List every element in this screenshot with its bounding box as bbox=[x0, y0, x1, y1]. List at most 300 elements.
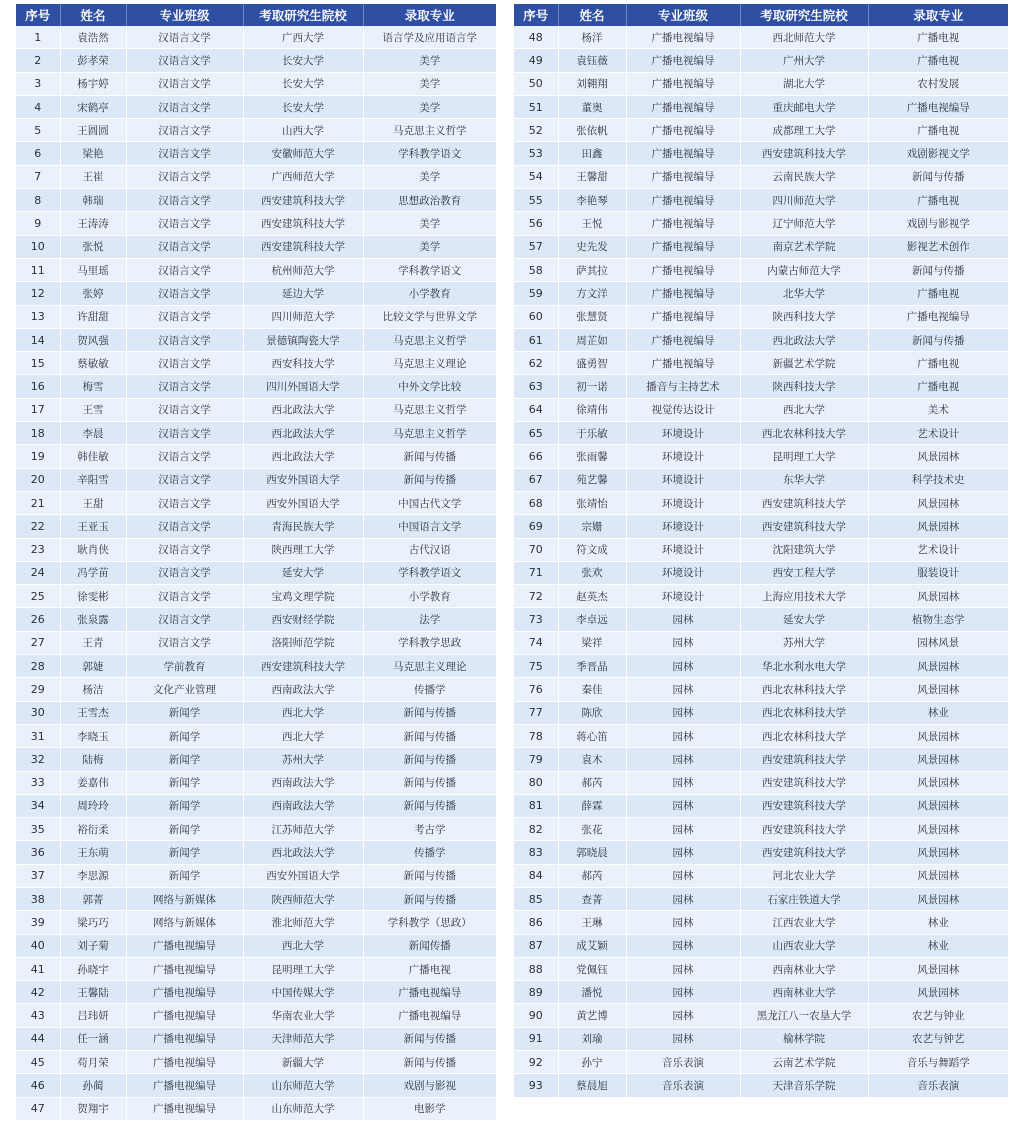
table-row bbox=[16, 189, 496, 212]
cell-class: 园林 bbox=[626, 771, 740, 794]
cell-class: 新闻学 bbox=[126, 748, 243, 771]
table-row bbox=[514, 771, 1008, 794]
cell-index: 62 bbox=[514, 352, 558, 375]
cell-major: 影视艺术创作 bbox=[868, 235, 1008, 258]
cell-name: 潘悦 bbox=[558, 981, 626, 1004]
cell-index: 50 bbox=[514, 72, 558, 95]
header-class: 专业班级 bbox=[626, 4, 740, 26]
table-row bbox=[16, 887, 496, 910]
cell-major: 中国古代文学 bbox=[363, 491, 496, 514]
cell-name: 蔡敏敏 bbox=[60, 352, 126, 375]
cell-major: 电影学 bbox=[363, 1097, 496, 1120]
cell-major: 中外文学比较 bbox=[363, 375, 496, 398]
cell-university: 西安建筑科技大学 bbox=[740, 142, 868, 165]
cell-class: 园林 bbox=[626, 1004, 740, 1027]
cell-class: 环境设计 bbox=[626, 491, 740, 514]
cell-major: 音乐与舞蹈学 bbox=[868, 1051, 1008, 1074]
cell-university: 昆明理工大学 bbox=[243, 957, 363, 980]
cell-index: 88 bbox=[514, 957, 558, 980]
cell-class: 园林 bbox=[626, 864, 740, 887]
cell-index: 48 bbox=[514, 26, 558, 49]
cell-name: 王雪 bbox=[60, 398, 126, 421]
table-row bbox=[514, 189, 1008, 212]
cell-university: 新疆艺术学院 bbox=[740, 352, 868, 375]
cell-index: 13 bbox=[16, 305, 60, 328]
table-row bbox=[514, 491, 1008, 514]
cell-university: 河北农业大学 bbox=[740, 864, 868, 887]
cell-class: 广播电视编导 bbox=[126, 1097, 243, 1120]
cell-index: 78 bbox=[514, 724, 558, 747]
cell-university: 西安建筑科技大学 bbox=[740, 748, 868, 771]
cell-major: 广播电视 bbox=[868, 282, 1008, 305]
cell-major: 广播电视 bbox=[868, 26, 1008, 49]
cell-university: 延安大学 bbox=[243, 561, 363, 584]
cell-university: 西安建筑科技大学 bbox=[740, 515, 868, 538]
table-row bbox=[514, 165, 1008, 188]
cell-major: 广播电视编导 bbox=[363, 1004, 496, 1027]
cell-name: 梅雪 bbox=[60, 375, 126, 398]
cell-university: 西安外国语大学 bbox=[243, 468, 363, 491]
cell-university: 江西农业大学 bbox=[740, 911, 868, 934]
cell-university: 广西师范大学 bbox=[243, 165, 363, 188]
cell-university: 洛阳师范学院 bbox=[243, 631, 363, 654]
cell-name: 彭孝荣 bbox=[60, 49, 126, 72]
cell-name: 姜嘉伟 bbox=[60, 771, 126, 794]
cell-index: 16 bbox=[16, 375, 60, 398]
cell-university: 湖北大学 bbox=[740, 72, 868, 95]
cell-index: 65 bbox=[514, 422, 558, 445]
cell-index: 79 bbox=[514, 748, 558, 771]
cell-university: 新疆大学 bbox=[243, 1051, 363, 1074]
cell-name: 韩佳敏 bbox=[60, 445, 126, 468]
cell-class: 新闻学 bbox=[126, 724, 243, 747]
cell-index: 25 bbox=[16, 585, 60, 608]
cell-name: 袁浩然 bbox=[60, 26, 126, 49]
cell-university: 广州大学 bbox=[740, 49, 868, 72]
cell-name: 陈欣 bbox=[558, 701, 626, 724]
cell-class: 环境设计 bbox=[626, 561, 740, 584]
cell-class: 广播电视编导 bbox=[626, 189, 740, 212]
cell-major: 农村发展 bbox=[868, 72, 1008, 95]
cell-university: 天津音乐学院 bbox=[740, 1074, 868, 1097]
cell-name: 苑艺馨 bbox=[558, 468, 626, 491]
cell-class: 园林 bbox=[626, 1027, 740, 1050]
cell-university: 西北大学 bbox=[243, 724, 363, 747]
cell-name: 蒋心笛 bbox=[558, 724, 626, 747]
cell-university: 西安建筑科技大学 bbox=[740, 491, 868, 514]
cell-name: 张悦 bbox=[60, 235, 126, 258]
cell-index: 4 bbox=[16, 95, 60, 118]
cell-index: 74 bbox=[514, 631, 558, 654]
cell-index: 20 bbox=[16, 468, 60, 491]
cell-class: 汉语言文学 bbox=[126, 95, 243, 118]
table-row bbox=[514, 142, 1008, 165]
cell-university: 安徽师范大学 bbox=[243, 142, 363, 165]
cell-major: 新闻与传播 bbox=[363, 771, 496, 794]
cell-major: 小学教育 bbox=[363, 282, 496, 305]
cell-major: 农艺与钟艺 bbox=[868, 1027, 1008, 1050]
cell-name: 王馨陆 bbox=[60, 981, 126, 1004]
cell-index: 1 bbox=[16, 26, 60, 49]
cell-university: 西安建筑科技大学 bbox=[740, 794, 868, 817]
cell-university: 西北政法大学 bbox=[740, 328, 868, 351]
table-row bbox=[16, 1004, 496, 1027]
cell-university: 西北师范大学 bbox=[740, 26, 868, 49]
cell-index: 73 bbox=[514, 608, 558, 631]
cell-major: 广播电视编导 bbox=[868, 95, 1008, 118]
table-row bbox=[16, 818, 496, 841]
cell-name: 袁钰薇 bbox=[558, 49, 626, 72]
cell-class: 环境设计 bbox=[626, 585, 740, 608]
cell-university: 山东师范大学 bbox=[243, 1097, 363, 1120]
cell-university: 西北农林科技大学 bbox=[740, 422, 868, 445]
cell-university: 西北政法大学 bbox=[243, 445, 363, 468]
table-row bbox=[514, 934, 1008, 957]
cell-major: 音乐表演 bbox=[868, 1074, 1008, 1097]
cell-index: 41 bbox=[16, 957, 60, 980]
cell-index: 61 bbox=[514, 328, 558, 351]
cell-major: 学科教学语文 bbox=[363, 142, 496, 165]
cell-class: 广播电视编导 bbox=[126, 957, 243, 980]
cell-name: 陆梅 bbox=[60, 748, 126, 771]
cell-major: 新闻与传播 bbox=[868, 258, 1008, 281]
cell-name: 王雪杰 bbox=[60, 701, 126, 724]
cell-name: 符文成 bbox=[558, 538, 626, 561]
table-row bbox=[514, 212, 1008, 235]
cell-name: 贺翔宇 bbox=[60, 1097, 126, 1120]
table-row bbox=[514, 282, 1008, 305]
cell-university: 西安工程大学 bbox=[740, 561, 868, 584]
cell-name: 杨宇婷 bbox=[60, 72, 126, 95]
cell-index: 84 bbox=[514, 864, 558, 887]
cell-major: 戏剧影视文学 bbox=[868, 142, 1008, 165]
cell-class: 汉语言文学 bbox=[126, 585, 243, 608]
header-major: 录取专业 bbox=[868, 4, 1008, 26]
cell-index: 17 bbox=[16, 398, 60, 421]
cell-major: 林业 bbox=[868, 911, 1008, 934]
cell-index: 72 bbox=[514, 585, 558, 608]
cell-index: 85 bbox=[514, 887, 558, 910]
cell-index: 68 bbox=[514, 491, 558, 514]
cell-university: 西北政法大学 bbox=[243, 398, 363, 421]
cell-class: 音乐表演 bbox=[626, 1074, 740, 1097]
cell-major: 广播电视 bbox=[868, 352, 1008, 375]
cell-university: 江苏师范大学 bbox=[243, 818, 363, 841]
cell-university: 西北农林科技大学 bbox=[740, 701, 868, 724]
cell-index: 10 bbox=[16, 235, 60, 258]
cell-university: 西安财经学院 bbox=[243, 608, 363, 631]
table-row bbox=[16, 724, 496, 747]
cell-name: 袁木 bbox=[558, 748, 626, 771]
cell-major: 风景园林 bbox=[868, 585, 1008, 608]
cell-class: 汉语言文学 bbox=[126, 375, 243, 398]
cell-index: 27 bbox=[16, 631, 60, 654]
cell-name: 徐雯彬 bbox=[60, 585, 126, 608]
cell-university: 宝鸡文理学院 bbox=[243, 585, 363, 608]
cell-name: 冯学苗 bbox=[60, 561, 126, 584]
cell-university: 陕西理工大学 bbox=[243, 538, 363, 561]
table-row bbox=[514, 1074, 1008, 1097]
cell-name: 李晨 bbox=[60, 422, 126, 445]
table-row bbox=[514, 538, 1008, 561]
cell-class: 文化产业管理 bbox=[126, 678, 243, 701]
table-row bbox=[16, 258, 496, 281]
cell-name: 孙晓宇 bbox=[60, 957, 126, 980]
cell-class: 汉语言文学 bbox=[126, 608, 243, 631]
cell-major: 广播电视 bbox=[868, 119, 1008, 142]
cell-class: 广播电视编导 bbox=[626, 305, 740, 328]
cell-index: 8 bbox=[16, 189, 60, 212]
table-row bbox=[16, 142, 496, 165]
table-row bbox=[16, 631, 496, 654]
cell-major: 新闻与传播 bbox=[868, 165, 1008, 188]
header-name: 姓名 bbox=[60, 4, 126, 26]
cell-major: 广播电视 bbox=[868, 49, 1008, 72]
cell-index: 92 bbox=[514, 1051, 558, 1074]
cell-university: 山西农业大学 bbox=[740, 934, 868, 957]
cell-class: 广播电视编导 bbox=[626, 95, 740, 118]
table-row bbox=[514, 957, 1008, 980]
table-row bbox=[514, 748, 1008, 771]
cell-university: 西南林业大学 bbox=[740, 957, 868, 980]
cell-name: 宋鹤亭 bbox=[60, 95, 126, 118]
cell-name: 李卓远 bbox=[558, 608, 626, 631]
cell-major: 广播电视 bbox=[868, 189, 1008, 212]
cell-name: 初一诺 bbox=[558, 375, 626, 398]
header-index: 序号 bbox=[16, 4, 60, 26]
table-row bbox=[514, 794, 1008, 817]
cell-major: 新闻与传播 bbox=[363, 724, 496, 747]
cell-index: 19 bbox=[16, 445, 60, 468]
cell-index: 29 bbox=[16, 678, 60, 701]
cell-class: 广播电视编导 bbox=[626, 352, 740, 375]
table-row bbox=[16, 235, 496, 258]
cell-class: 播音与主持艺术 bbox=[626, 375, 740, 398]
cell-index: 93 bbox=[514, 1074, 558, 1097]
cell-class: 汉语言文学 bbox=[126, 491, 243, 514]
table-row bbox=[514, 398, 1008, 421]
cell-name: 秦佳 bbox=[558, 678, 626, 701]
cell-index: 54 bbox=[514, 165, 558, 188]
cell-class: 广播电视编导 bbox=[626, 165, 740, 188]
cell-class: 汉语言文学 bbox=[126, 468, 243, 491]
cell-university: 重庆邮电大学 bbox=[740, 95, 868, 118]
cell-index: 37 bbox=[16, 864, 60, 887]
cell-name: 王青 bbox=[60, 631, 126, 654]
cell-index: 57 bbox=[514, 235, 558, 258]
cell-major: 风景园林 bbox=[868, 655, 1008, 678]
cell-name: 赵英杰 bbox=[558, 585, 626, 608]
cell-major: 比较文学与世界文学 bbox=[363, 305, 496, 328]
header-class: 专业班级 bbox=[126, 4, 243, 26]
cell-index: 18 bbox=[16, 422, 60, 445]
cell-major: 新闻与传播 bbox=[363, 864, 496, 887]
cell-university: 东华大学 bbox=[740, 468, 868, 491]
cell-university: 云南艺术学院 bbox=[740, 1051, 868, 1074]
cell-index: 5 bbox=[16, 119, 60, 142]
cell-name: 张雨馨 bbox=[558, 445, 626, 468]
cell-university: 昆明理工大学 bbox=[740, 445, 868, 468]
cell-major: 中国语言文学 bbox=[363, 515, 496, 538]
cell-class: 园林 bbox=[626, 911, 740, 934]
cell-name: 周玲玲 bbox=[60, 794, 126, 817]
cell-major: 学科教学语文 bbox=[363, 258, 496, 281]
cell-university: 西安外国语大学 bbox=[243, 491, 363, 514]
cell-university: 榆林学院 bbox=[740, 1027, 868, 1050]
cell-index: 2 bbox=[16, 49, 60, 72]
table-row bbox=[514, 468, 1008, 491]
cell-class: 广播电视编导 bbox=[126, 1051, 243, 1074]
cell-class: 园林 bbox=[626, 934, 740, 957]
cell-major: 风景园林 bbox=[868, 724, 1008, 747]
cell-university: 西北农林科技大学 bbox=[740, 724, 868, 747]
cell-index: 40 bbox=[16, 934, 60, 957]
table-row bbox=[16, 375, 496, 398]
cell-name: 吕玮妍 bbox=[60, 1004, 126, 1027]
cell-major: 新闻与传播 bbox=[363, 445, 496, 468]
cell-class: 园林 bbox=[626, 957, 740, 980]
cell-major: 风景园林 bbox=[868, 515, 1008, 538]
cell-major: 新闻与传播 bbox=[363, 1051, 496, 1074]
cell-index: 76 bbox=[514, 678, 558, 701]
header-name: 姓名 bbox=[558, 4, 626, 26]
table-row bbox=[514, 26, 1008, 49]
cell-class: 网络与新媒体 bbox=[126, 887, 243, 910]
cell-name: 李艳琴 bbox=[558, 189, 626, 212]
table-row bbox=[16, 1051, 496, 1074]
table-row bbox=[514, 72, 1008, 95]
cell-name: 刘翱翔 bbox=[558, 72, 626, 95]
table-row bbox=[514, 655, 1008, 678]
cell-index: 39 bbox=[16, 911, 60, 934]
cell-name: 盛勇智 bbox=[558, 352, 626, 375]
cell-major: 新闻传播 bbox=[363, 934, 496, 957]
cell-class: 汉语言文学 bbox=[126, 72, 243, 95]
cell-university: 西安建筑科技大学 bbox=[740, 818, 868, 841]
cell-name: 任一涵 bbox=[60, 1027, 126, 1050]
cell-university: 西北农林科技大学 bbox=[740, 678, 868, 701]
header-row bbox=[16, 4, 496, 26]
table-row bbox=[16, 701, 496, 724]
cell-university: 淮北师范大学 bbox=[243, 911, 363, 934]
cell-index: 3 bbox=[16, 72, 60, 95]
cell-index: 81 bbox=[514, 794, 558, 817]
cell-index: 83 bbox=[514, 841, 558, 864]
cell-index: 47 bbox=[16, 1097, 60, 1120]
cell-index: 34 bbox=[16, 794, 60, 817]
cell-index: 51 bbox=[514, 95, 558, 118]
header-university: 考取研究生院校 bbox=[243, 4, 363, 26]
cell-index: 89 bbox=[514, 981, 558, 1004]
cell-index: 28 bbox=[16, 655, 60, 678]
cell-name: 苟月荣 bbox=[60, 1051, 126, 1074]
header-row bbox=[514, 4, 1008, 26]
table-row bbox=[16, 26, 496, 49]
cell-university: 华南农业大学 bbox=[243, 1004, 363, 1027]
cell-class: 音乐表演 bbox=[626, 1051, 740, 1074]
cell-index: 42 bbox=[16, 981, 60, 1004]
cell-class: 汉语言文学 bbox=[126, 212, 243, 235]
cell-class: 园林 bbox=[626, 794, 740, 817]
cell-university: 苏州大学 bbox=[243, 748, 363, 771]
cell-index: 67 bbox=[514, 468, 558, 491]
cell-university: 四川外国语大学 bbox=[243, 375, 363, 398]
cell-index: 63 bbox=[514, 375, 558, 398]
table-row bbox=[16, 748, 496, 771]
cell-major: 美学 bbox=[363, 95, 496, 118]
cell-major: 风景园林 bbox=[868, 678, 1008, 701]
cell-class: 汉语言文学 bbox=[126, 422, 243, 445]
table-row bbox=[514, 1027, 1008, 1050]
cell-university: 成都理工大学 bbox=[740, 119, 868, 142]
cell-major: 广播电视编导 bbox=[363, 981, 496, 1004]
cell-class: 园林 bbox=[626, 818, 740, 841]
cell-major: 传播学 bbox=[363, 841, 496, 864]
cell-major: 林业 bbox=[868, 934, 1008, 957]
table-row bbox=[514, 1051, 1008, 1074]
cell-major: 风景园林 bbox=[868, 491, 1008, 514]
table-row bbox=[514, 328, 1008, 351]
table-row bbox=[514, 445, 1008, 468]
cell-name: 张靖怡 bbox=[558, 491, 626, 514]
table-row bbox=[16, 1097, 496, 1120]
cell-index: 11 bbox=[16, 258, 60, 281]
cell-university: 北华大学 bbox=[740, 282, 868, 305]
cell-class: 园林 bbox=[626, 678, 740, 701]
cell-university: 西北大学 bbox=[740, 398, 868, 421]
cell-university: 云南民族大学 bbox=[740, 165, 868, 188]
table-row bbox=[514, 561, 1008, 584]
cell-index: 86 bbox=[514, 911, 558, 934]
cell-major: 语言学及应用语言学 bbox=[363, 26, 496, 49]
table-row bbox=[514, 608, 1008, 631]
cell-class: 环境设计 bbox=[626, 515, 740, 538]
cell-name: 王东萌 bbox=[60, 841, 126, 864]
cell-index: 14 bbox=[16, 328, 60, 351]
cell-name: 耿肖侠 bbox=[60, 538, 126, 561]
right-table-body bbox=[514, 26, 1008, 1097]
cell-index: 38 bbox=[16, 887, 60, 910]
table-row bbox=[514, 235, 1008, 258]
cell-index: 45 bbox=[16, 1051, 60, 1074]
cell-class: 汉语言文学 bbox=[126, 305, 243, 328]
cell-name: 张花 bbox=[558, 818, 626, 841]
cell-class: 汉语言文学 bbox=[126, 445, 243, 468]
cell-index: 90 bbox=[514, 1004, 558, 1027]
cell-university: 西安建筑科技大学 bbox=[243, 655, 363, 678]
table-row bbox=[514, 422, 1008, 445]
cell-name: 郝芮 bbox=[558, 771, 626, 794]
table-row bbox=[514, 305, 1008, 328]
table-row bbox=[16, 864, 496, 887]
cell-university: 山西大学 bbox=[243, 119, 363, 142]
cell-class: 学前教育 bbox=[126, 655, 243, 678]
cell-index: 12 bbox=[16, 282, 60, 305]
cell-major: 学科教学（思政） bbox=[363, 911, 496, 934]
cell-university: 中国传媒大学 bbox=[243, 981, 363, 1004]
cell-name: 孙宁 bbox=[558, 1051, 626, 1074]
table-row bbox=[514, 585, 1008, 608]
table-row bbox=[16, 282, 496, 305]
cell-major: 学科教学语文 bbox=[363, 561, 496, 584]
cell-major: 林业 bbox=[868, 701, 1008, 724]
cell-name: 郝芮 bbox=[558, 864, 626, 887]
cell-major: 美学 bbox=[363, 72, 496, 95]
table-row bbox=[16, 422, 496, 445]
cell-major: 古代汉语 bbox=[363, 538, 496, 561]
cell-index: 82 bbox=[514, 818, 558, 841]
cell-class: 环境设计 bbox=[626, 422, 740, 445]
